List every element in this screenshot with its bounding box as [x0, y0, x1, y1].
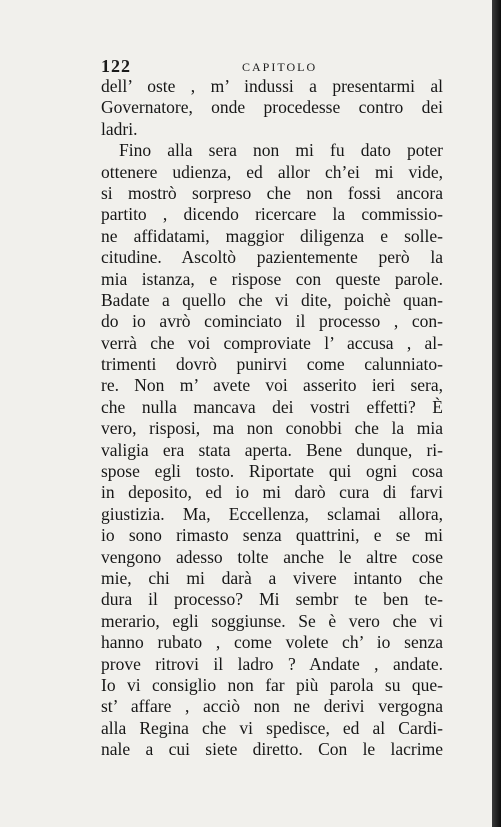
text-line: ottenere udienza, ed allor ch’ei mi vide, — [101, 161, 443, 182]
text-line: alla Regina che vi spedisce, ed al Cardi- — [101, 717, 443, 738]
text-line: mie, chi mi darà a vivere intanto che — [101, 567, 443, 588]
page-header — [101, 56, 442, 78]
text-line: merario, egli soggiunse. Se è vero che vi — [101, 610, 443, 631]
text-line: re. Non m’ avete voi asserito ieri sera, — [101, 375, 443, 396]
text-line: hanno rubato , come volete ch’ io senza — [101, 632, 443, 653]
running-head: CAPITOLO — [242, 60, 318, 74]
text-line: ladri. — [101, 118, 138, 139]
text-line: ne affidatami, maggior diligenza e solle- — [101, 225, 443, 246]
text-line: Governatore, onde procedesse contro dei — [101, 97, 443, 118]
text-line: citudine. Ascoltò pazientemente però la — [101, 247, 443, 268]
paragraph — [101, 140, 443, 760]
body-text — [101, 76, 443, 761]
text-line: Fino alla sera non mi fu dato poter — [119, 140, 443, 161]
text-line: io sono rimasto senza quattrini, e se mi — [101, 525, 443, 546]
text-line: verrà che voi comproviate l’ accusa , al- — [101, 332, 443, 353]
book-gutter-shadow — [492, 0, 501, 827]
text-line: si mostrò sorpreso che non fossi ancora — [101, 182, 443, 203]
text-line: trimenti dovrò punirvi come calunniato- — [101, 354, 443, 375]
page-number: 122 — [101, 56, 131, 76]
text-line: vengono adesso tolte anche le altre cose — [101, 546, 443, 567]
text-line: st’ affare , acciò non ne derivi vergogna — [101, 696, 443, 717]
text-line: Badate a quello che vi dite, poichè quan- — [101, 289, 443, 310]
text-line: nale a cui siete diretto. Con le lacrime — [101, 739, 443, 760]
text-line: che nulla mancava dei vostri effetti? È — [101, 396, 443, 417]
text-line: prove ritrovi il ladro ? Andate , andate. — [101, 653, 443, 674]
text-line: spose egli tosto. Riportate qui ogni cosa — [101, 461, 443, 482]
text-line: Io vi consiglio non far più parola su que- — [101, 674, 443, 695]
text-line: giustizia. Ma, Eccellenza, sclamai allora, — [101, 503, 443, 524]
text-line: mia istanza, e rispose con queste parole. — [101, 268, 443, 289]
text-line: dura il processo? Mi sembr te ben te- — [101, 589, 443, 610]
text-line: vero, risposi, ma non conobbi che la mia — [101, 418, 443, 439]
text-line: partito , dicendo ricercare la commissio- — [101, 204, 443, 225]
text-line: dell’ oste , m’ indussi a presentarmi al — [101, 76, 443, 96]
text-line: do io avrò cominciato il processo , con- — [101, 311, 443, 332]
text-line: in deposito, ed io mi darò cura di farvi — [101, 482, 443, 503]
paragraph — [101, 76, 443, 140]
text-line: valigia era stata aperta. Bene dunque, ri- — [101, 439, 443, 460]
